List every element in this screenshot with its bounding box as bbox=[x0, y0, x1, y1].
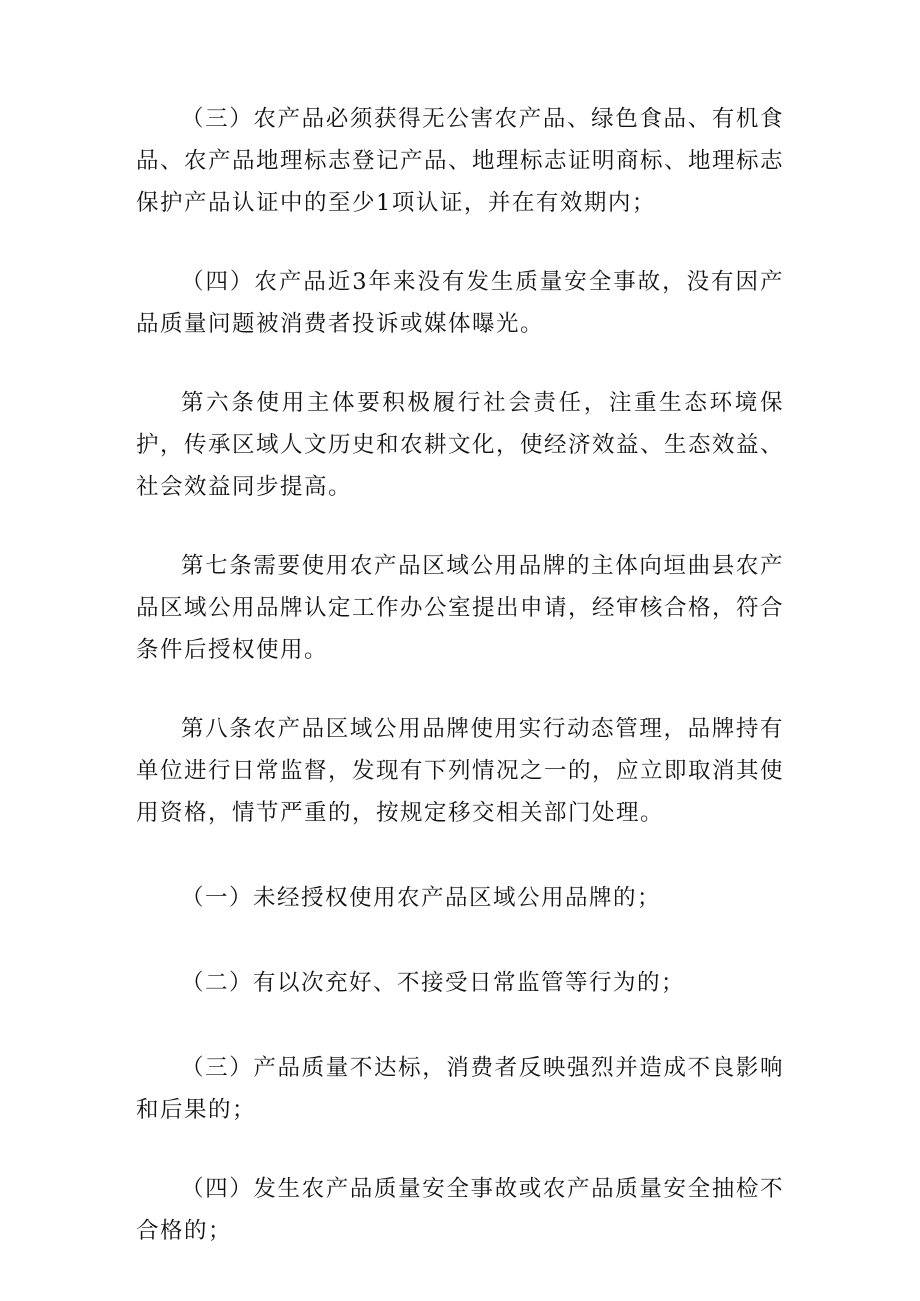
paragraph-criteria-4: （四）农产品近3年来没有发生质量安全事故，没有因产品质量问题被消费者投诉或媒体曝光。 bbox=[136, 269, 784, 337]
paragraph-article-6: 第六条使用主体要积极履行社会责任，注重生态环境保护，传承区域人文历史和农耕文化，使经济效益、生态效益、社会效益同步提高。 bbox=[136, 390, 785, 500]
paragraph-article-8: 第八条农产品区域公用品牌使用实行动态管理，品牌持有单位进行日常监督，发现有下列情况之一的，应立即取消其使用资格，情节严重的，按规定移交相关部门处理。 bbox=[136, 716, 785, 826]
paragraph-criteria-3: （三）农产品必须获得无公害农产品、绿色食品、有机食品、农产品地理标志登记产品、地理标志证明商标、地理标志保护产品认证中的至少1项认证，并在有效期内； bbox=[136, 106, 785, 216]
paragraph-item-3: （三）产品质量不达标，消费者反映强烈并造成不良影响和后果的； bbox=[136, 1055, 784, 1123]
paragraph-item-4: （四）发生农产品质量安全事故或农产品质量安全抽检不合格的； bbox=[136, 1176, 784, 1244]
paragraph-item-2: （二）有以次充好、不接受日常监管等行为的； bbox=[181, 970, 686, 996]
paragraph-article-7: 第七条需要使用农产品区域公用品牌的主体向垣曲县农产品区域公用品牌认定工作办公室提出申请，经审核合格，符合条件后授权使用。 bbox=[136, 553, 785, 663]
paragraph-item-1: （一）未经授权使用农产品区域公用品牌的； bbox=[181, 885, 662, 911]
